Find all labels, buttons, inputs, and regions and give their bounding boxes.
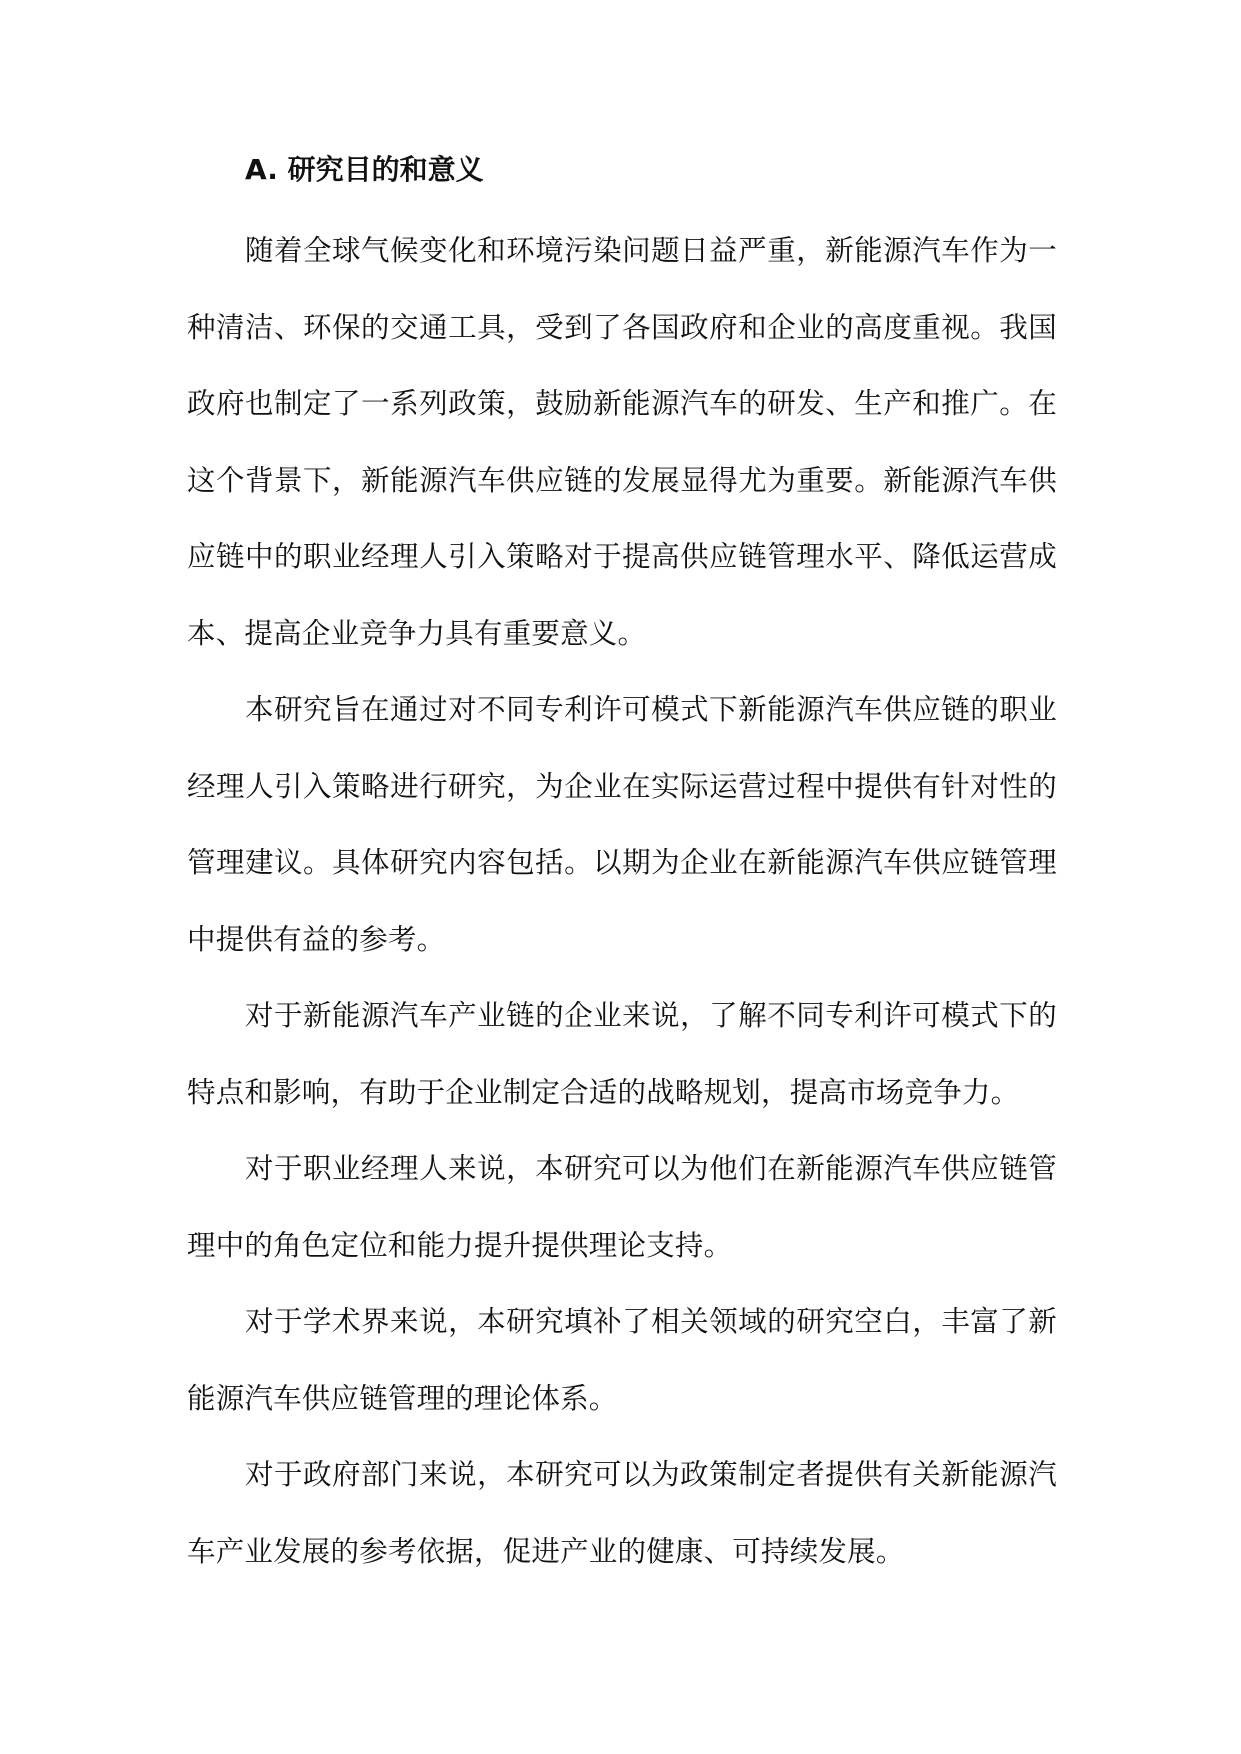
section-heading: A. 研究目的和意义 (245, 153, 484, 186)
paragraph-enterprise-significance: 对于新能源汽车产业链的企业来说，了解不同专利许可模式下的特点和影响，有助于企业制定合适的战略规划，提高市场竞争力。 (187, 999, 1057, 1109)
paragraph-government-significance: 对于政府部门来说，本研究可以为政策制定者提供有关新能源汽车产业发展的参考依据，促进产业的健康、可持续发展。 (187, 1458, 1057, 1568)
paragraph-manager-significance: 对于职业经理人来说，本研究可以为他们在新能源汽车供应链管理中的角色定位和能力提升提供理论支持。 (187, 1152, 1057, 1262)
paragraph-academic-significance: 对于学术界来说，本研究填补了相关领域的研究空白，丰富了新能源汽车供应链管理的理论体系。 (187, 1305, 1057, 1415)
document-body (187, 140, 1057, 1590)
paragraph-background: 随着全球气候变化和环境污染问题日益严重，新能源汽车作为一种清洁、环保的交通工具，受到了各国政府和企业的高度重视。我国政府也制定了一系列政策，鼓励新能源汽车的研发、生产和推广。在这个背景下，新能源汽车供应链的发展显得尤为重要。新能源汽车供应链中的职业经理人引入策略对于提高供应链管理水平、降低运营成本、提高企业竞争力具有重要意义。 (187, 234, 1057, 650)
paragraph-research-aim: 本研究旨在通过对不同专利许可模式下新能源汽车供应链的职业经理人引入策略进行研究，为企业在实际运营过程中提供有针对性的管理建议。具体研究内容包括。以期为企业在新能源汽车供应链管理中提供有益的参考。 (187, 693, 1057, 956)
